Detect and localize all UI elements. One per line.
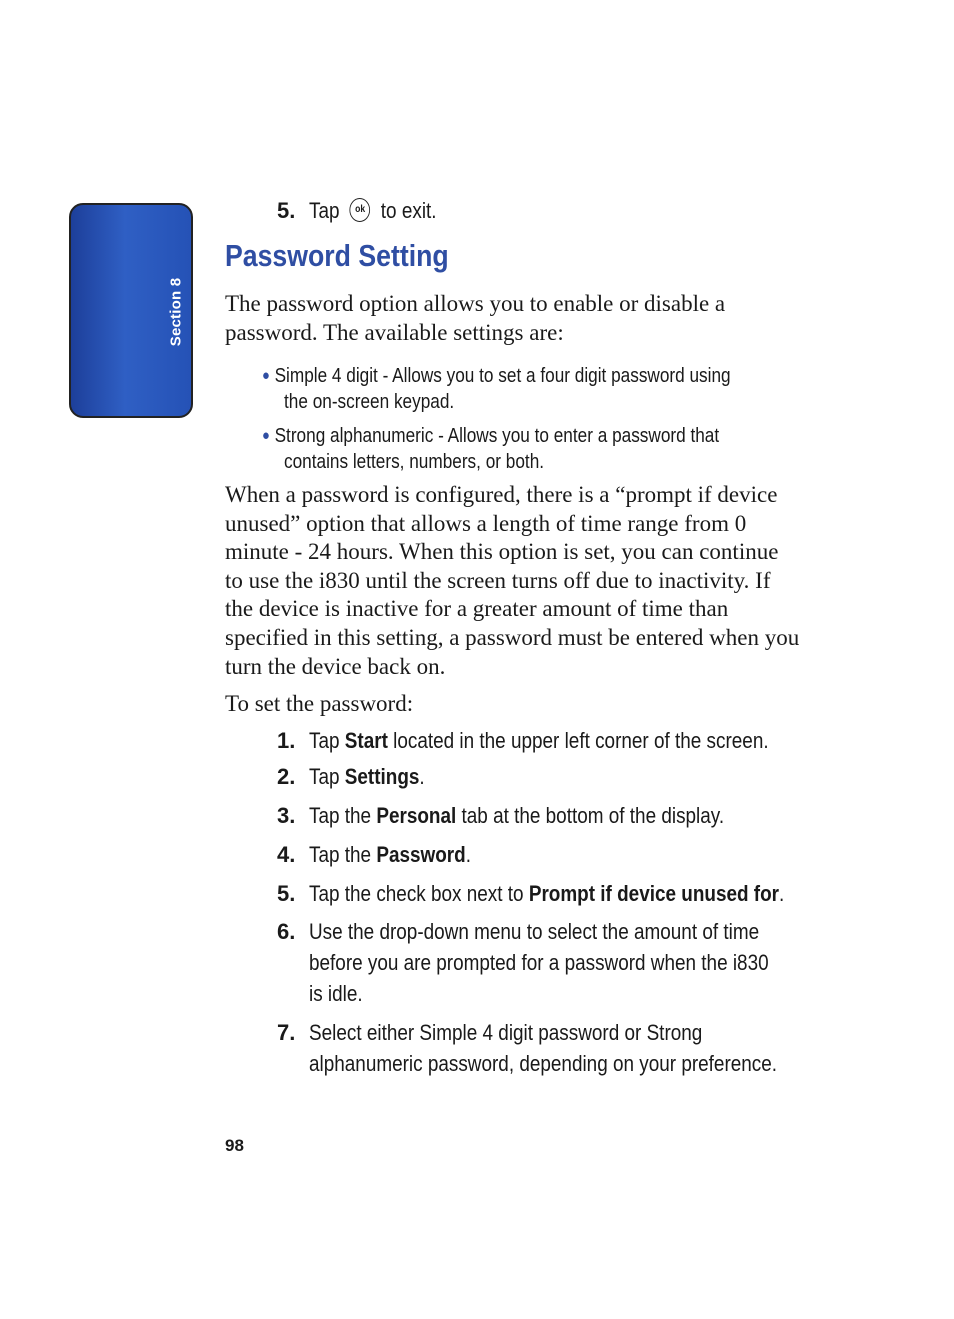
bullet-dot-icon: ● [262, 367, 270, 384]
bullet-dot-icon: ● [262, 427, 270, 444]
page-number: 98 [225, 1136, 244, 1155]
prompt-paragraph: When a password is configured, there is a “prompt if device unused” option that allows a length of time range from 0 minute - 24 hours. When this option is set, you can continue to use the i830 until the screen turns off due to inactivity. If the device is inactive for a greater amount of time than specified in this setting, a password must be entered when you turn the device back on. [225, 482, 800, 679]
ok-icon: ok [350, 198, 371, 222]
bullet-item: ● Strong alphanumeric - Allows you to enter a password that contains letters, numbers, or both. [262, 425, 720, 473]
bullet-item: ● Simple 4 digit - Allows you to set a four digit password using the on-screen keypad. [262, 365, 731, 413]
section-heading: Password Setting [225, 238, 449, 273]
intro-paragraph: The password option allows you to enable or disable a password. The available settings are: [225, 291, 726, 345]
set-password-intro: To set the password: [225, 691, 414, 716]
section-label: Section 8 [167, 277, 185, 347]
